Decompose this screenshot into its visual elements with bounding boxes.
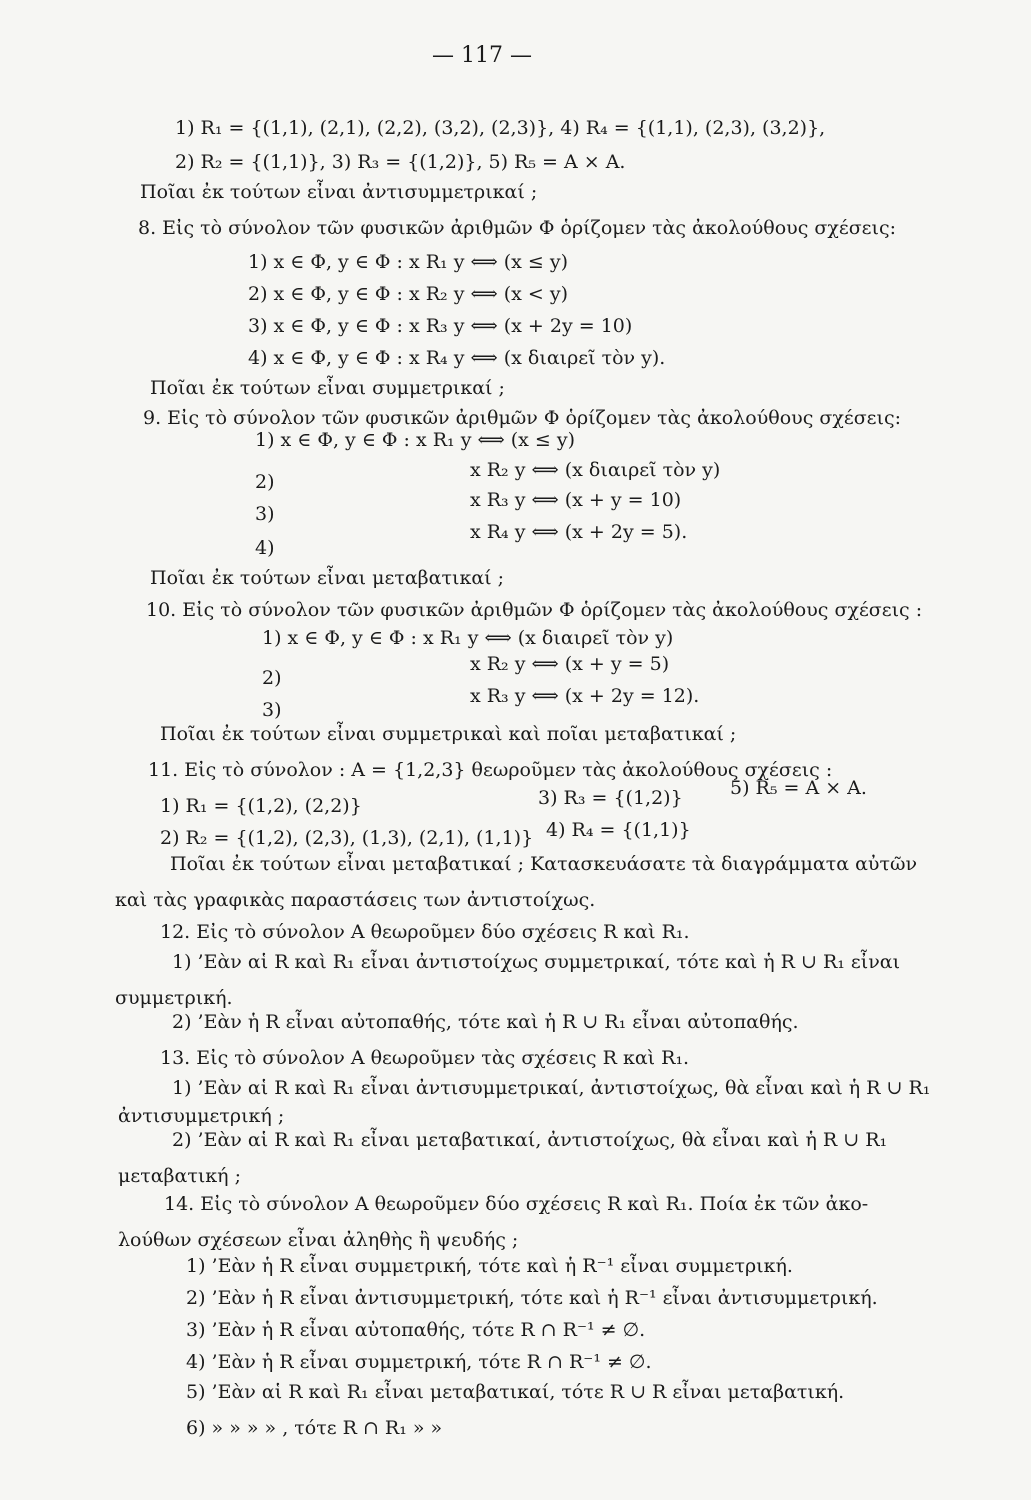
text-line: 2) xyxy=(262,667,282,689)
text-line: 2) ’Εὰν ἡ R εἶναι αὐτοπαθής, τότε καὶ ἡ R ∪ R₁ εἶναι αὐτοπαθής. xyxy=(172,1011,799,1033)
exercise-11-heading: 11. Εἰς τὸ σύνολον : A = {1,2,3} θεωροῦμεν τὰς ἀκολούθους σχέσεις : xyxy=(148,759,833,781)
text-line: 1) ’Εὰν αἱ R καὶ R₁ εἶναι ἀντιστοίχως συμμετρικαί, τότε καὶ ἡ R ∪ R₁ εἶναι xyxy=(172,951,901,973)
text-line: x R₂ y ⟺ (x + y = 5) xyxy=(470,653,670,675)
text-line: 5) R₅ = A × A. xyxy=(730,777,867,799)
text-line: ἀντισυμμετρική ; xyxy=(118,1105,285,1127)
text-line: 3) x ∈ Φ, y ∈ Φ : x R₃ y ⟺ (x + 2y = 10) xyxy=(248,315,633,337)
text-line: μεταβατική ; xyxy=(118,1165,242,1187)
text-line: καὶ τὰς γραφικὰς παραστάσεις των ἀντιστοίχως. xyxy=(115,889,596,911)
exercise-12-heading: 12. Εἰς τὸ σύνολον A θεωροῦμεν δύο σχέσεις R καὶ R₁. xyxy=(160,921,690,943)
text-line: 1) x ∈ Φ, y ∈ Φ : x R₁ y ⟺ (x ≤ y) xyxy=(248,251,569,273)
text-line: Ποῖαι ἐκ τούτων εἶναι συμμετρικαί ; xyxy=(150,377,505,399)
text-line: 1) ’Εὰν αἱ R καὶ R₁ εἶναι ἀντισυμμετρικαί, ἀντιστοίχως, θὰ εἶναι καὶ ἡ R ∪ R₁ xyxy=(172,1077,931,1099)
text-line: 4) x ∈ Φ, y ∈ Φ : x R₄ y ⟺ (x διαιρεῖ τὸν y). xyxy=(248,347,666,369)
text-line: Ποῖαι ἐκ τούτων εἶναι συμμετρικαὶ καὶ ποῖαι μεταβατικαί ; xyxy=(160,723,737,745)
text-line: Ποῖαι ἐκ τούτων εἶναι μεταβατικαί ; Κατασκευάσατε τὰ διαγράμματα αὐτῶν xyxy=(170,853,918,875)
exercise-14-heading: 14. Εἰς τὸ σύνολον A θεωροῦμεν δύο σχέσεις R καὶ R₁. Ποία ἐκ τῶν ἀκο- xyxy=(164,1193,869,1215)
exercise-10-heading: 10. Εἰς τὸ σύνολον τῶν φυσικῶν ἀριθμῶν Φ ὁρίζομεν τὰς ἀκολούθους σχέσεις : xyxy=(146,599,923,621)
text-line: x R₂ y ⟺ (x διαιρεῖ τὸν y) xyxy=(470,459,721,481)
text-line: Ποῖαι ἐκ τούτων εἶναι μεταβατικαί ; xyxy=(150,567,505,589)
text-line: 3) xyxy=(255,503,275,525)
text-line: x R₃ y ⟺ (x + y = 10) xyxy=(470,489,682,511)
exercise-13-heading: 13. Εἰς τὸ σύνολον A θεωροῦμεν τὰς σχέσεις R καὶ R₁. xyxy=(160,1047,690,1069)
exercise-9-heading: 9. Εἰς τὸ σύνολον τῶν φυσικῶν ἀριθμῶν Φ ὁρίζομεν τὰς ἀκολούθους σχέσεις: xyxy=(143,407,902,429)
text-line: 3) xyxy=(262,699,282,721)
text-line: 2) R₂ = {(1,2), (2,3), (1,3), (2,1), (1,1)} xyxy=(160,827,534,849)
text-line: 2) ’Εὰν ἡ R εἶναι ἀντισυμμετρική, τότε καὶ ἡ R⁻¹ εἶναι ἀντισυμμετρική. xyxy=(186,1287,878,1309)
text-line: 4) xyxy=(255,537,275,559)
text-line: x R₃ y ⟺ (x + 2y = 12). xyxy=(470,685,700,707)
text-line: 3) R₃ = {(1,2)} xyxy=(538,787,683,809)
text-line: 2) R₂ = {(1,1)}, 3) R₃ = {(1,2)}, 5) R₅ = A × A. xyxy=(175,151,626,173)
text-line: 2) x ∈ Φ, y ∈ Φ : x R₂ y ⟺ (x < y) xyxy=(248,283,569,305)
text-line: 1) x ∈ Φ, y ∈ Φ : x R₁ y ⟺ (x ≤ y) xyxy=(255,429,576,451)
page-number: — 117 — xyxy=(432,43,532,68)
text-line: 2) xyxy=(255,471,275,493)
text-line: 1) ’Εὰν ἡ R εἶναι συμμετρική, τότε καὶ ἡ R⁻¹ εἶναι συμμετρική. xyxy=(186,1255,793,1277)
text-line: Ποῖαι ἐκ τούτων εἶναι ἀντισυμμετρικαί ; xyxy=(140,181,538,203)
text-line: x R₄ y ⟺ (x + 2y = 5). xyxy=(470,521,688,543)
text-line: 1) R₁ = {(1,1), (2,1), (2,2), (3,2), (2,3)}, 4) R₄ = {(1,1), (2,3), (3,2)}, xyxy=(175,117,826,139)
exercise-8-heading: 8. Εἰς τὸ σύνολον τῶν φυσικῶν ἀριθμῶν Φ ὁρίζομεν τὰς ἀκολούθους σχέσεις: xyxy=(138,217,897,239)
text-line: 3) ’Εὰν ἡ R εἶναι αὐτοπαθής, τότε R ∩ R⁻¹ ≠ ∅. xyxy=(186,1319,646,1341)
text-line: λούθων σχέσεων εἶναι ἀληθὴς ἢ ψευδής ; xyxy=(118,1229,519,1251)
text-line: 1) R₁ = {(1,2), (2,2)} xyxy=(160,795,362,817)
text-line: 6) » » » » , τότε R ∩ R₁ » » xyxy=(186,1417,443,1439)
text-line: 2) ’Εὰν αἱ R καὶ R₁ εἶναι μεταβατικαί, ἀντιστοίχως, θὰ εἶναι καὶ ἡ R ∪ R₁ xyxy=(172,1129,888,1151)
text-line: συμμετρική. xyxy=(115,987,233,1009)
text-line: 4) R₄ = {(1,1)} xyxy=(546,819,691,841)
text-line: 1) x ∈ Φ, y ∈ Φ : x R₁ y ⟺ (x διαιρεῖ τὸν y) xyxy=(262,627,674,649)
text-line: 4) ’Εὰν ἡ R εἶναι συμμετρική, τότε R ∩ R⁻¹ ≠ ∅. xyxy=(186,1351,652,1373)
text-line: 5) ’Εὰν αἱ R καὶ R₁ εἶναι μεταβατικαί, τότε R ∪ R εἶναι μεταβατική. xyxy=(186,1381,845,1403)
